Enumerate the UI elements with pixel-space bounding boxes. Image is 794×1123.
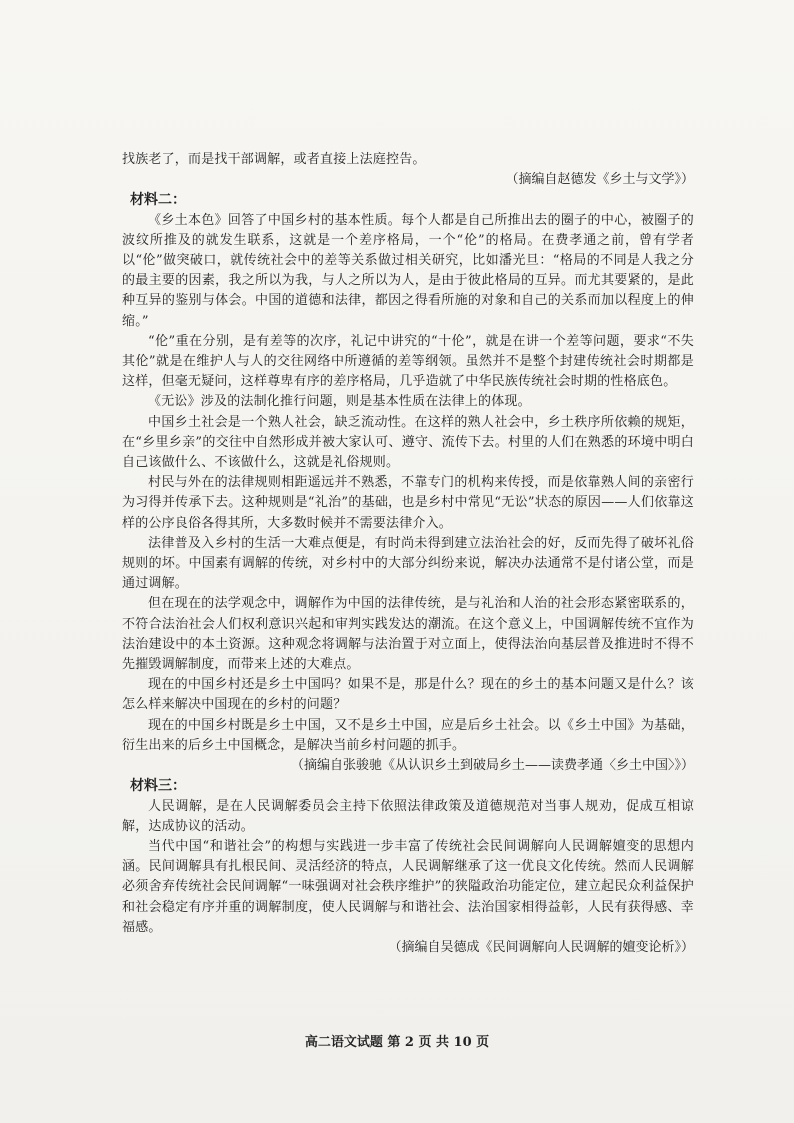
material-2-paragraph: 村民与外在的法律规则相距遥远并不熟悉，不靠专门的机构来传授，而是依靠熟人间的亲密行为习得并传承下去。这种规则是“礼治”的基础，也是乡村中常见“无讼”状态的原因——人们依靠这样的公序良俗各得其所，大多数时候并不需要法律介入。 [122, 475, 694, 531]
material-2-title: 材料二： [130, 192, 186, 209]
material-2-paragraph: “伦”重在分别，是有差等的次序，礼记中讲究的“十伦”，就是在讲一个差等问题，要求“不失其伦”就是在维护人与人的交往网络中所遵循的差等纲领。虽然并不是整个封建传统社会时期都是这样，但毫无疑问，这样尊卑有序的差序格局，几乎造就了中华民族传统社会时期的性格底色。 [122, 333, 694, 390]
source-citation-1: （摘编自赵德发《乡土与文学》） [505, 172, 694, 188]
material-2-paragraph: 法律普及入乡村的生活一大难点便是，有时尚未得到建立法治社会的好，反而先得了破坏礼俗规则的坏。中国素有调解的传统，对乡村中的大部分纠纷来说，解决办法通常不是付诸公堂，而是通过调解。 [122, 535, 694, 592]
material-2-paragraph: 现在的中国乡村既是乡土中国，又不是乡土中国，应是后乡土社会。以《乡土中国》为基础，衍生出来的后乡土中国概念，是解决当前乡村问题的抓手。 [122, 717, 694, 753]
material-2-paragraph: 现在的中国乡村还是乡土中国吗？如果不是，那是什么？现在的乡土的基本问题又是什么？该怎么样来解决中国现在的乡村的问题？ [122, 677, 694, 713]
page-content [122, 150, 694, 958]
material-3-paragraph: 当代中国“和谐社会”的构想与实践进一步丰富了传统社会民间调解向人民调解嬗变的思想内涵。民间调解具有扎根民间、灵活经济的特点，人民调解继承了这一优良文化传统。然而人民调解必须舍弃传统社会民间调解“一味强调对社会秩序维护”的狭隘政治功能定位，建立起民众利益保护和社会稳定有序并重的调解制度，使人民调解与和谐社会、法治国家相得益彰，人民有获得感、幸福感。 [122, 838, 694, 935]
material-2-paragraph: 《乡土本色》回答了中国乡村的基本性质。每个人都是自己所推出去的圈子的中心，被圈子的波纹所推及的就发生联系，这就是一个差序格局，一个“伦”的格局。在费孝通之前，曾有学者以“伦”做突破口，就传统社会中的差等关系做过相关研究，比如潘光旦：“格局的不同是人我之分的最主要的因素，我之所以为我，与人之所以为人，是由于彼此格局的互异。而尤其要紧的，是此种互异的鉴别与体会。中国的道德和法律，都因之得看所施的对象和自己的关系而加以程度上的伸缩。” [122, 212, 694, 329]
material-2-paragraph: 中国乡土社会是一个熟人社会，缺乏流动性。在这样的熟人社会中，乡土秩序所依赖的规矩，在“乡里乡亲”的交往中自然形成并被大家认可、遵守、流传下去。村里的人们在熟悉的环境中明白自己该做什么、不该做什么，这就是礼俗规则。 [122, 414, 694, 471]
material-2-paragraph: 但在现在的法学观念中，调解作为中国的法律传统，是与礼治和人治的社会形态紧密联系的，不符合法治社会人们权利意识兴起和审判实践发达的潮流。在这个意义上，中国调解传统不宜作为法治建设中的本土资源。这种观念将调解与法治置于对立面上，使得法治向基层普及推进时不得不先摧毁调解制度，而带来上述的大难点。 [122, 596, 694, 673]
material-3-paragraph: 人民调解，是在人民调解委员会主持下依照法律政策及道德规范对当事人规劝，促成互相谅解，达成协议的活动。 [122, 798, 694, 834]
page-footer: 高二语文试题 第 2 页 共 10 页 [304, 1035, 490, 1050]
material-3-title: 材料三： [130, 778, 186, 795]
source-citation-2: （摘编自张骏驰《从认识乡土到破局乡土——读费孝通〈乡土中国〉》） [290, 758, 694, 774]
continued-line: 找族老了，而是找干部调解，或者直接上法庭控告。 [122, 152, 426, 167]
material-2-paragraph: 《无讼》涉及的法制化推行问题，则是基本性质在法律上的体现。 [148, 394, 531, 410]
source-citation-3: （摘编自吴德成《民间调解向人民调解的嬗变论析》） [388, 939, 694, 955]
